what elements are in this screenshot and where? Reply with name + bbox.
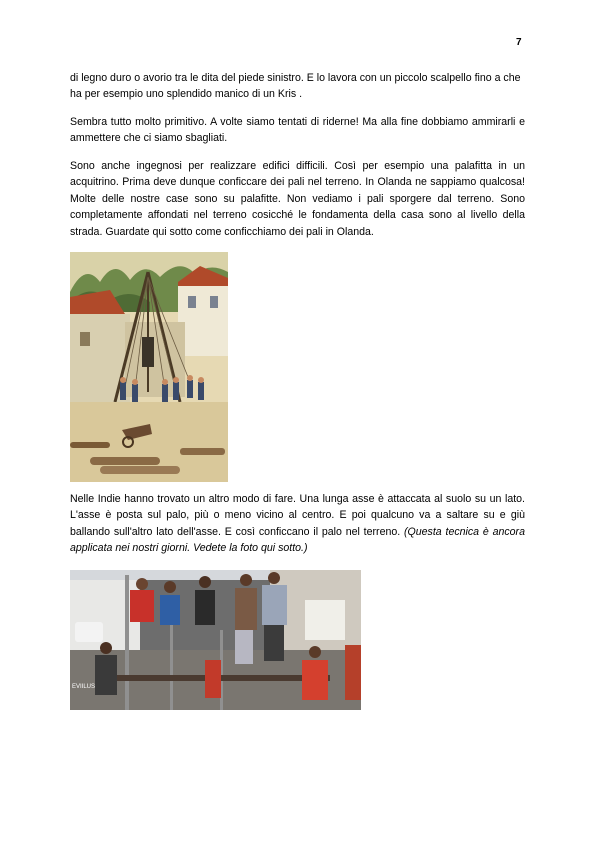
photo-watermark: EVIILUS [72,684,96,690]
page-number: 7 [516,37,522,48]
paragraph-indies-method [70,491,525,557]
paragraph-pile-dwellings: Sono anche ingegnosi per realizzare edifici difficili. Così per esempio una palafitta in un acquitrino. Prima deve dunque conficcare dei pali nel terreno. In Olanda ne sappiamo qualcosa! Molte delle nostre case sono su palafitte. Non vediamo i pali sporgere dal terreno. Sono completamente affondati nel terreno cosicché le fondamenta della casa sono al livello della strada. Guardate qui sotto come conficchiamo dei pali in Olanda. [70,160,525,238]
paragraph-indies-text: Nelle Indie hanno trovato un altro modo di fare. Una lunga asse è attaccata al suolo su un lato. L'asse è posta sul palo, più o meno vicino al centro. E poi qualcuno va a saltare su e giù ballando sull'altro lato dell'asse. E così conficcano il palo nel terreno. [70,493,525,538]
paragraph-primitive: Sembra tutto molto primitivo. A volte siamo tentati di riderne! Ma alla fine dobbiamo ammirarli e ammettere che ci siamo sbagliati. [70,116,525,145]
paragraph-indies-note: (Questa tecnica è ancora applicata nei nostri giorni. Vedete la foto qui sotto.) [70,525,525,555]
paragraph-kris: di legno duro o avorio tra le dita del piede sinistro. E lo lavora con un piccolo scalpello fino a che ha per esempio uno splendido manico di un Kris . [70,72,521,101]
pile-driving-illustration [70,252,228,482]
plank-pile-driving-photo [70,570,361,710]
